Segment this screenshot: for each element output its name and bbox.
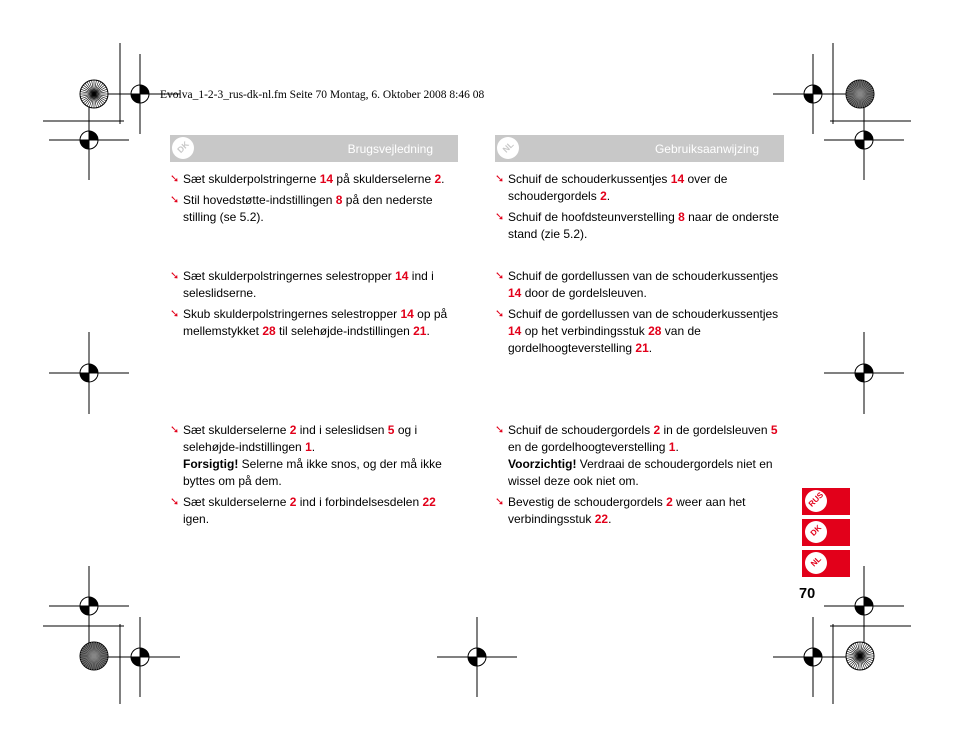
step-text: Stil hovedstøtte-indstillingen bbox=[183, 193, 336, 207]
step-arrow-icon: ➘ bbox=[495, 424, 505, 436]
part-reference-number: 2 bbox=[653, 423, 661, 437]
step-text: . bbox=[606, 189, 611, 203]
language-badge: RUS bbox=[805, 490, 827, 512]
crosshair-mark bbox=[824, 566, 904, 646]
starburst-mark bbox=[846, 642, 874, 670]
part-reference-number: 14 bbox=[395, 269, 409, 283]
part-reference-number: 14 bbox=[670, 172, 685, 186]
language-badge: NL bbox=[497, 137, 519, 159]
step-text: Skub skulderpolstringernes selestropper bbox=[183, 307, 401, 321]
step-text: Sæt skulderselerne bbox=[183, 495, 290, 509]
instruction-step bbox=[170, 268, 460, 302]
crosshair-mark bbox=[100, 617, 180, 697]
part-reference-number: 28 bbox=[262, 324, 276, 338]
instruction-step bbox=[495, 422, 785, 490]
part-reference-number: 2 bbox=[666, 495, 673, 509]
instruction-step bbox=[495, 494, 785, 528]
step-text: over de schoudergordels bbox=[508, 172, 728, 203]
step-text: . bbox=[675, 440, 679, 454]
instruction-block bbox=[495, 171, 785, 243]
step-text: og i selehøjde-indstillingen bbox=[183, 423, 418, 454]
step-text: . bbox=[608, 512, 612, 526]
step-arrow-icon: ➘ bbox=[495, 496, 505, 508]
section-title: Brugsvejledning bbox=[347, 142, 433, 156]
step-text: Bevestig de schoudergordels bbox=[508, 495, 667, 509]
crosshair-mark bbox=[437, 617, 517, 697]
language-tab-nl[interactable] bbox=[802, 550, 850, 577]
step-arrow-icon: ➘ bbox=[495, 211, 505, 223]
step-arrow-icon: ➘ bbox=[170, 173, 180, 185]
warning-label: Forsigtig! bbox=[183, 457, 239, 471]
part-reference-number: 1 bbox=[305, 440, 312, 454]
step-text: Schuif de hoofdsteunverstelling bbox=[508, 210, 679, 224]
language-badge: NL bbox=[805, 552, 827, 574]
step-arrow-icon: ➘ bbox=[170, 496, 180, 508]
step-text: op på mellemstykket bbox=[183, 307, 448, 338]
warning-label: Voorzichtig! bbox=[508, 457, 577, 471]
step-text: ind i seleslidsen bbox=[296, 423, 388, 437]
part-reference-number: 21 bbox=[635, 341, 649, 355]
step-text: op het verbindingsstuk bbox=[521, 324, 649, 338]
step-arrow-icon: ➘ bbox=[495, 270, 505, 282]
step-text: til selehøjde-indstillingen bbox=[275, 324, 414, 338]
step-text: Verdraai de schoudergordels niet en wissel deze ook niet om. bbox=[508, 457, 773, 488]
step-text: Schuif de gordellussen van de schouderkussentjes bbox=[508, 269, 779, 283]
language-badge: DK bbox=[172, 137, 194, 159]
step-text: Schuif de schouderkussentjes bbox=[508, 172, 671, 186]
step-text: Sæt skulderpolstringerne bbox=[183, 172, 320, 186]
part-reference-number: 28 bbox=[648, 324, 662, 338]
part-reference-number: 5 bbox=[770, 423, 778, 437]
step-text: en de gordelhoogteverstelling bbox=[508, 440, 669, 454]
instruction-block bbox=[495, 422, 785, 528]
file-header: Evolva_1-2-3_rus-dk-nl.fm Seite 70 Montag, 6. Oktober 2008 8:46 08 bbox=[160, 89, 485, 101]
step-arrow-icon: ➘ bbox=[170, 424, 180, 436]
step-text: . bbox=[648, 341, 653, 355]
starburst-mark bbox=[80, 642, 108, 670]
step-text: på skulderselerne bbox=[333, 172, 435, 186]
crosshair-mark bbox=[49, 566, 129, 646]
instruction-step bbox=[170, 306, 460, 340]
instruction-block bbox=[170, 268, 460, 340]
part-reference-number: 14 bbox=[508, 324, 522, 338]
header-band-nl bbox=[495, 135, 784, 162]
part-reference-number: 8 bbox=[678, 210, 685, 224]
language-tab-dk[interactable] bbox=[802, 519, 850, 546]
instruction-step bbox=[170, 422, 460, 490]
instruction-block bbox=[170, 422, 460, 528]
part-reference-number: 22 bbox=[422, 495, 436, 509]
part-reference-number: 5 bbox=[387, 423, 395, 437]
crosshair-mark bbox=[824, 100, 904, 180]
instruction-step bbox=[495, 209, 785, 243]
crosshair-mark bbox=[49, 100, 129, 180]
instruction-step bbox=[495, 268, 785, 302]
language-badge: DK bbox=[805, 521, 827, 543]
step-text: in de gordelsleuven bbox=[660, 423, 771, 437]
step-text: ind i forbindelsesdelen bbox=[296, 495, 423, 509]
step-text: Schuif de gordellussen van de schouderkussentjes bbox=[508, 307, 779, 321]
instruction-block bbox=[495, 268, 785, 357]
header-band-dk bbox=[170, 135, 458, 162]
instruction-step bbox=[170, 171, 460, 188]
crosshair-mark bbox=[49, 333, 129, 413]
step-text: Sæt skulderpolstringernes selestropper bbox=[183, 269, 396, 283]
starburst-mark bbox=[846, 80, 874, 108]
part-reference-number: 14 bbox=[319, 172, 334, 186]
part-reference-number: 14 bbox=[508, 286, 522, 300]
crosshair-mark bbox=[824, 333, 904, 413]
step-text: Selerne må ikke snos, og der må ikke byttes om på dem. bbox=[183, 457, 442, 488]
part-reference-number: 22 bbox=[594, 512, 609, 526]
instruction-step bbox=[495, 171, 785, 205]
section-title: Gebruiksaanwijzing bbox=[654, 142, 759, 156]
instruction-step bbox=[170, 192, 460, 226]
step-text: . bbox=[441, 172, 445, 186]
step-arrow-icon: ➘ bbox=[170, 194, 180, 206]
part-reference-number: 8 bbox=[335, 193, 343, 207]
part-reference-number: 2 bbox=[289, 495, 297, 509]
step-arrow-icon: ➘ bbox=[170, 308, 180, 320]
step-text: naar de onderste stand (zie 5.2). bbox=[508, 210, 779, 241]
step-text: Schuif de schoudergordels bbox=[508, 423, 654, 437]
part-reference-number: 14 bbox=[400, 307, 414, 321]
page-number: 70 bbox=[799, 586, 816, 602]
step-text: Sæt skulderselerne bbox=[183, 423, 290, 437]
part-reference-number: 1 bbox=[668, 440, 676, 454]
step-arrow-icon: ➘ bbox=[495, 308, 505, 320]
step-text: ind i seleslidserne. bbox=[183, 269, 434, 300]
step-text: weer aan het verbindingsstuk bbox=[508, 495, 746, 526]
starburst-mark bbox=[80, 80, 108, 108]
part-reference-number: 2 bbox=[600, 189, 607, 203]
step-text: door de gordelsleuven. bbox=[521, 286, 647, 300]
step-text: . bbox=[311, 440, 316, 454]
instruction-step bbox=[170, 494, 460, 528]
step-arrow-icon: ➘ bbox=[495, 173, 505, 185]
step-text: igen. bbox=[183, 512, 210, 526]
step-arrow-icon: ➘ bbox=[170, 270, 180, 282]
crosshair-mark bbox=[773, 617, 853, 697]
instruction-step bbox=[495, 306, 785, 357]
language-tab-rus[interactable] bbox=[802, 488, 850, 515]
step-text: van de gordelhoogteverstelling bbox=[508, 324, 701, 355]
crosshair-mark bbox=[773, 54, 853, 134]
step-text: på den nederste stilling (se 5.2). bbox=[183, 193, 433, 224]
part-reference-number: 2 bbox=[289, 423, 297, 437]
part-reference-number: 21 bbox=[413, 324, 427, 338]
instruction-block bbox=[170, 171, 460, 226]
part-reference-number: 2 bbox=[434, 172, 442, 186]
step-text: . bbox=[426, 324, 430, 338]
